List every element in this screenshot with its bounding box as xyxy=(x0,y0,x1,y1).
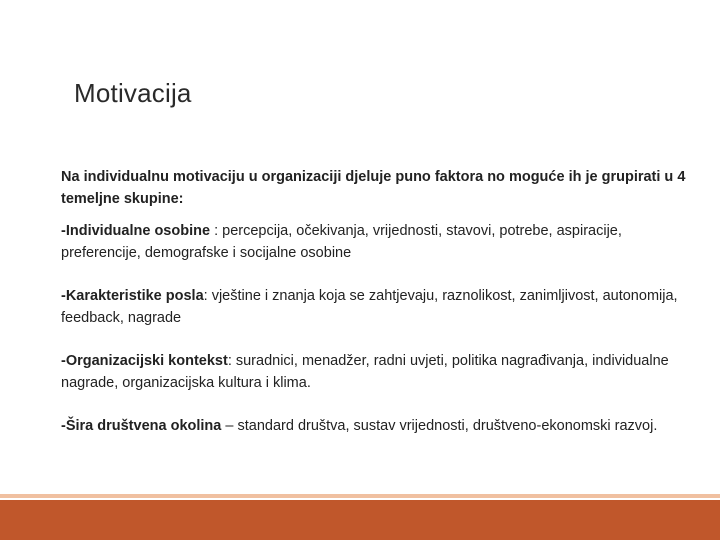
slide-title: Motivacija xyxy=(74,78,192,108)
list-item xyxy=(61,286,701,329)
list-item xyxy=(61,416,701,438)
accent-line xyxy=(0,494,720,498)
item-label: -Individualne osobine xyxy=(61,223,211,239)
intro-text: Na individualnu motivaciju u organizaciji djeluje puno faktora no moguće ih je grupirati u 4 temeljne skupine: xyxy=(61,169,686,207)
item-text: – standard društva, sustav vrijednosti, društveno-ekonomski razvoj. xyxy=(221,418,658,434)
list-item xyxy=(61,221,701,264)
slide-body xyxy=(61,167,701,460)
item-label: -Organizacijski kontekst xyxy=(61,353,228,369)
item-label: -Šira društvena okolina xyxy=(61,418,222,434)
item-text: : percepcija, očekivanja, vrijednosti, stavovi, potrebe, aspiracije, preferencije, demografske i socijalne osobine xyxy=(61,223,622,261)
item-text: : suradnici, menadžer, radni uvjeti, politika nagrađivanja, individualne nagrade, organizacijska kultura i klima. xyxy=(61,353,669,391)
list-item xyxy=(61,351,701,394)
item-text: : vještine i znanja koja se zahtjevaju, raznolikost, zanimljivost, autonomija, feedback, nagrade xyxy=(61,288,678,326)
footer-accent-bar xyxy=(0,500,720,540)
item-label: -Karakteristike posla xyxy=(61,288,204,304)
